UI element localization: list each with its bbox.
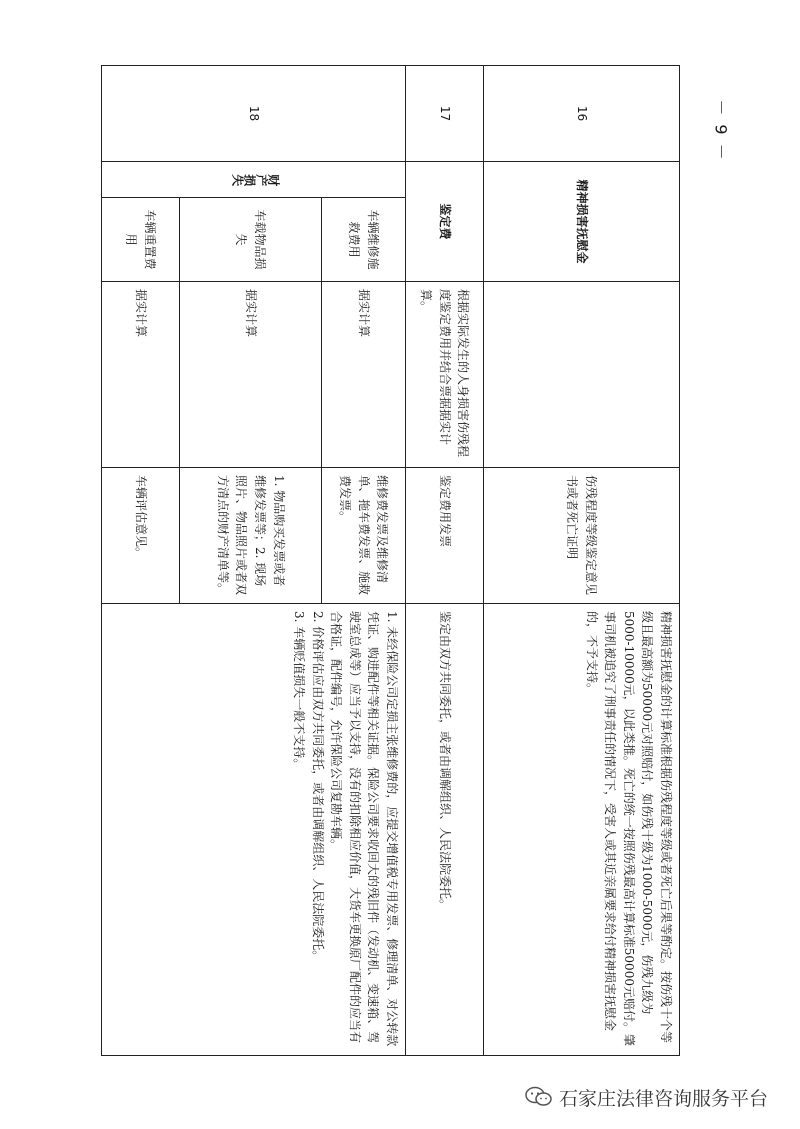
table-row xyxy=(484,66,680,1056)
calculation-basis: 根据实际发生的人身损害伤残程度鉴定费用并结合票据据实计算。 xyxy=(406,282,484,468)
sub-item-name: 车载物品损失 xyxy=(180,198,322,282)
note-line: 3. 车辆贬值损失一般不支持。 xyxy=(292,611,307,771)
compensation-table-rotated xyxy=(102,65,680,1055)
evidence: 1. 物品购买发票或者维修发票等；2. 现场照片、物品照片或者双方清点的财产清单等。 xyxy=(180,468,322,604)
evidence: 车辆评估意见。 xyxy=(102,468,180,604)
row-number: 16 xyxy=(484,66,680,162)
sub-item-name: 车辆重置费用 xyxy=(102,198,180,282)
evidence: 维修费发票及维修清单、拖车费发票、施救费发票。 xyxy=(322,468,406,604)
notes xyxy=(102,604,406,1056)
evidence: 伤残程度等级鉴定意见书或者死亡证明 xyxy=(484,468,680,604)
note-line: 2. 价格评估应由双方共同委托，或者由调解组织、人民法院委托。 xyxy=(310,611,325,963)
item-name: 鉴定费 xyxy=(406,162,484,282)
calculation-basis: 据实计算 xyxy=(102,282,180,468)
table-row xyxy=(322,66,406,1056)
compensation-table-container xyxy=(102,65,680,1055)
page-number: － 9 － xyxy=(711,98,731,162)
item-name: 精神损害抚慰金 xyxy=(484,162,680,282)
row-number: 18 xyxy=(102,66,406,162)
calculation-basis xyxy=(484,282,680,468)
watermark xyxy=(525,1082,768,1112)
wechat-icon xyxy=(525,1086,553,1108)
category-cell xyxy=(102,162,406,198)
note-line: 1. 未经保险公司定损主张维修费的，应提交增值税专用发票、修理清单、对公转款凭证、购进配件等相关证据。保险公司要求收回大的残旧件（发动机、变速箱、驾驶室总成等）应当予以支持，没有的扣除相应价值，大货车更换原厂配件的应当有合格证，配件编号，允许保险公司复勘车辆。 xyxy=(329,611,399,1047)
category-label: 财产损失 xyxy=(232,172,281,187)
row-number: 17 xyxy=(406,66,484,162)
notes: 鉴定由双方共同委托，或者由调解组织、人民法院委托。 xyxy=(406,604,484,1056)
table-row xyxy=(406,66,484,1056)
sub-item-name: 车辆维修施救费用 xyxy=(322,198,406,282)
watermark-text: 石家庄法律咨询服务平台 xyxy=(559,1087,769,1110)
notes: 精神损害抚慰金的计算标准根据伤残程度等级或者死亡后果等酌定。按伤残十个等级且最高额为50000元对照赔付，如伤残十级为1000-5000元，伤残九级为5000-10000元，以此类推。死亡的统一按照伤残最高计算标准50000元赔付。肇事司机被追究了刑事责任的情况下，受害人或其近亲属要求给付精神损害抚慰金的，不予支持。 xyxy=(484,604,680,1056)
compensation-table xyxy=(101,65,680,1056)
calculation-basis: 据实计算 xyxy=(322,282,406,468)
evidence: 鉴定费用发票 xyxy=(406,468,484,604)
calculation-basis: 据实计算 xyxy=(180,282,322,468)
